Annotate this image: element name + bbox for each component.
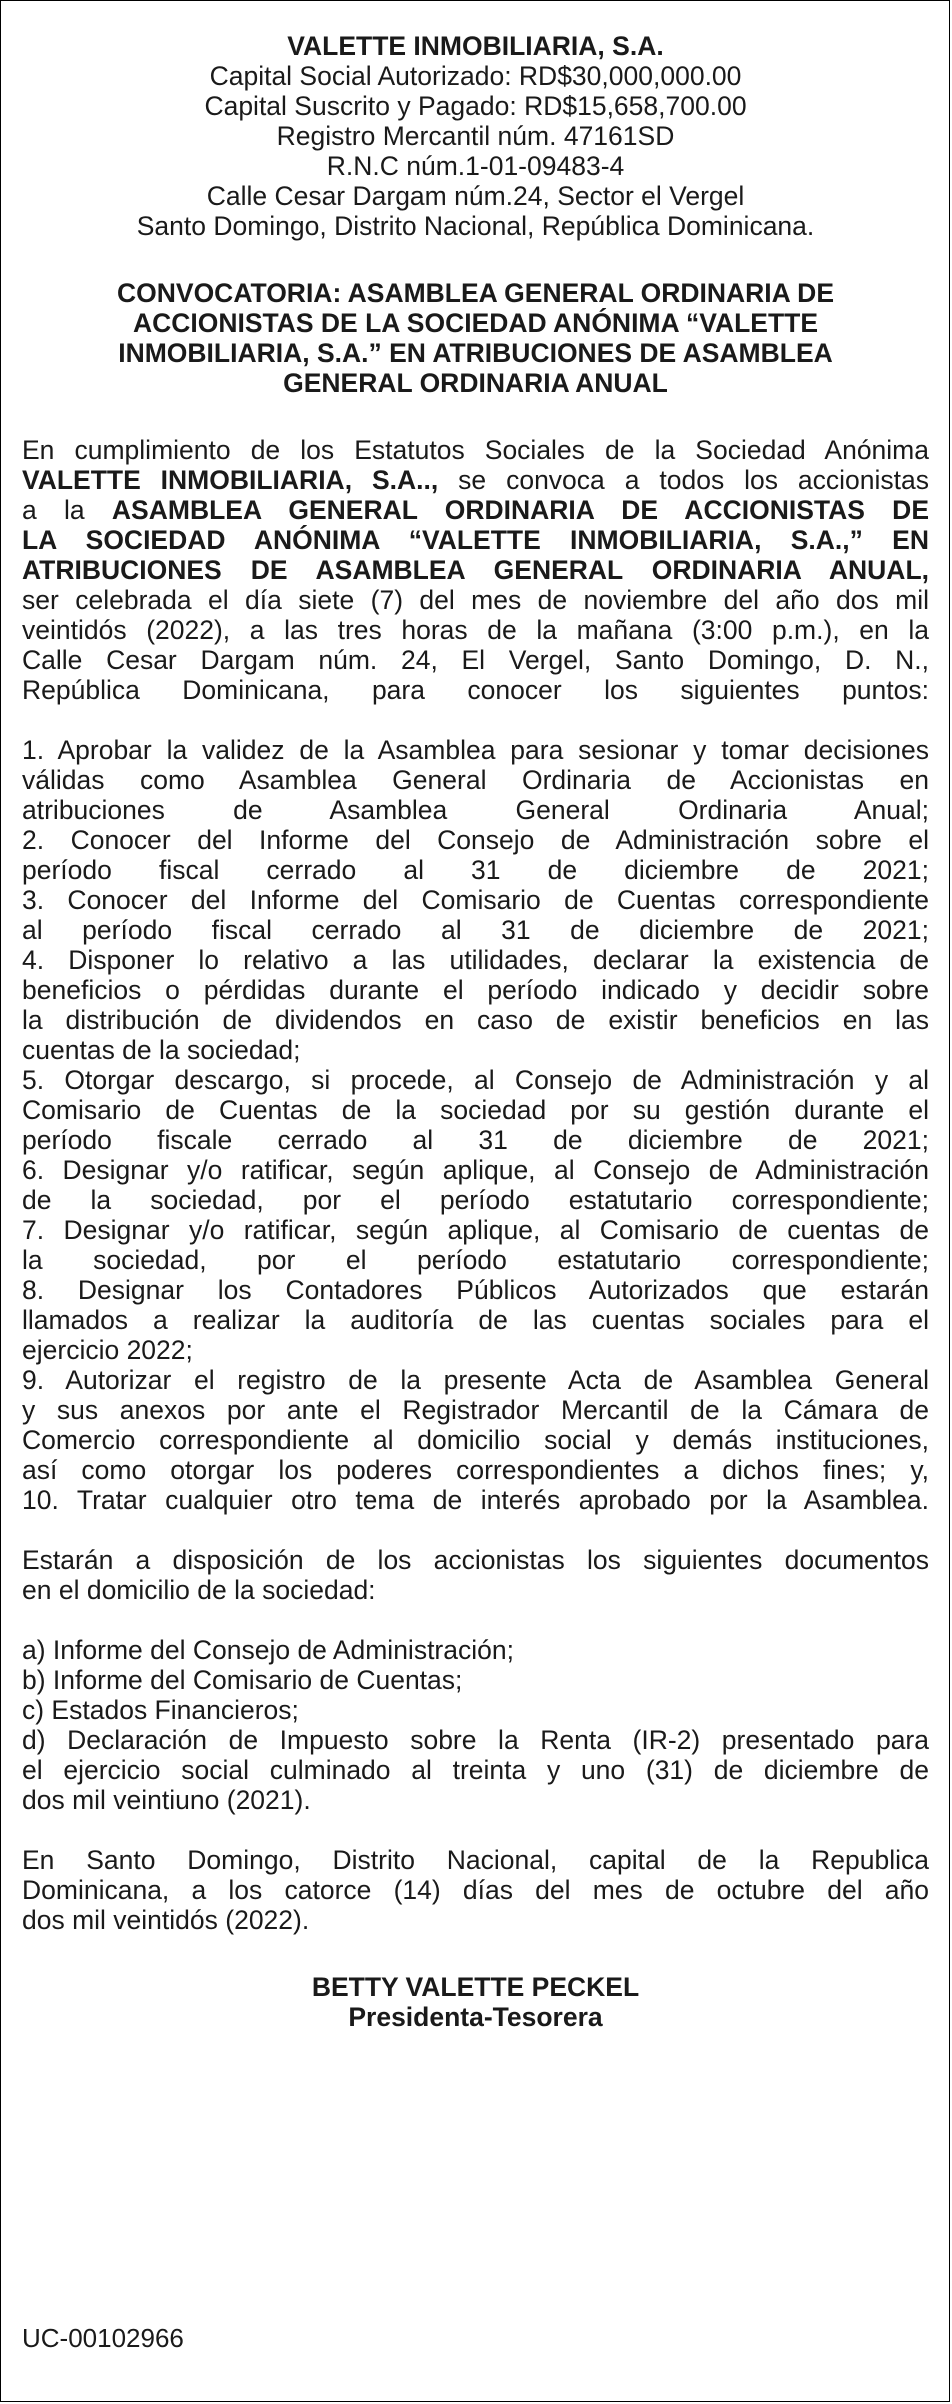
- agenda-line: 4. Disponer lo relativo a las utilidades, declarar la existencia de: [22, 945, 929, 975]
- agenda-line: período fiscale cerrado al 31 de diciembre de 2021;: [22, 1125, 929, 1155]
- agenda-line: atribuciones de Asamblea General Ordinaria Anual;: [22, 795, 929, 825]
- title-line: CONVOCATORIA: ASAMBLEA GENERAL ORDINARIA DE: [117, 278, 834, 308]
- agenda-line: cuentas de la sociedad;: [22, 1035, 301, 1065]
- agenda-line: 10. Tratar cualquier otro tema de interés aprobado por la Asamblea.: [22, 1485, 929, 1515]
- text-line: ATRIBUCIONES DE ASAMBLEA GENERAL ORDINARIA ANUAL,: [22, 555, 929, 585]
- agenda-line: período fiscal cerrado al 31 de diciembre de 2021;: [22, 855, 929, 885]
- closing-paragraph: [22, 1845, 929, 1935]
- title-line: INMOBILIARIA, S.A.” EN ATRIBUCIONES DE ASAMBLEA: [118, 338, 833, 368]
- agenda-line: 1. Aprobar la validez de la Asamblea para sesionar y tomar decisiones: [22, 735, 929, 765]
- header-line: Santo Domingo, Distrito Nacional, República Dominicana.: [136, 211, 815, 241]
- text-line: República Dominicana, para conocer los siguientes puntos:: [22, 675, 929, 705]
- signatory-name: BETTY VALETTE PECKEL: [311, 1972, 640, 2002]
- text-line: Estarán a disposición de los accionistas los siguientes documentos: [22, 1545, 929, 1575]
- title-line: GENERAL ORDINARIA ANUAL: [283, 368, 668, 398]
- company-name-bold: VALETTE INMOBILIARIA, S.A..,: [22, 465, 439, 495]
- agenda-line: llamados a realizar la auditoría de las cuentas sociales para el: [22, 1305, 929, 1335]
- agenda-line: de la sociedad, por el período estatutario correspondiente;: [22, 1185, 929, 1215]
- signature-block: [22, 1972, 929, 2032]
- text-line: en el domicilio de la sociedad:: [22, 1575, 376, 1605]
- documents-intro: [22, 1545, 929, 1605]
- agenda-line: 5. Otorgar descargo, si procede, al Consejo de Administración y al: [22, 1065, 929, 1095]
- company-header: [22, 31, 929, 241]
- agenda-line: Comisario de Cuentas de la sociedad por su gestión durante el: [22, 1095, 929, 1125]
- agenda-line: y sus anexos por ante el Registrador Mercantil de la Cámara de: [22, 1395, 929, 1425]
- agenda-line: Comercio correspondiente al domicilio social y demás instituciones,: [22, 1425, 929, 1455]
- agenda-line: la distribución de dividendos en caso de existir beneficios en las: [22, 1005, 929, 1035]
- signatory-role: Presidenta-Tesorera: [348, 2002, 603, 2032]
- agenda-line: la sociedad, por el período estatutario correspondiente;: [22, 1245, 929, 1275]
- text-line: Dominicana, a los catorce (14) días del mes de octubre del año: [22, 1875, 929, 1905]
- text-line: VALETTE INMOBILIARIA, S.A.., se convoca a todos los accionistas: [22, 465, 929, 495]
- text-line: En cumplimiento de los Estatutos Sociales de la Sociedad Anónima: [22, 435, 929, 465]
- company-name: VALETTE INMOBILIARIA, S.A.: [287, 31, 664, 61]
- agenda-line: válidas como Asamblea General Ordinaria de Accionistas en: [22, 765, 929, 795]
- agenda-line: 8. Designar los Contadores Públicos Autorizados que estarán: [22, 1275, 929, 1305]
- document-item: a) Informe del Consejo de Administración;: [22, 1635, 514, 1665]
- document-item: c) Estados Financieros;: [22, 1695, 299, 1725]
- header-line: Registro Mercantil núm. 47161SD: [276, 121, 675, 151]
- header-line: Capital Social Autorizado: RD$30,000,000.00: [209, 61, 742, 91]
- documents-list: [22, 1635, 929, 1815]
- agenda-points: [22, 735, 929, 1515]
- text-line: LA SOCIEDAD ANÓNIMA “VALETTE INMOBILIARIA, S.A.,” EN: [22, 525, 929, 555]
- header-line: Calle Cesar Dargam núm.24, Sector el Vergel: [206, 181, 745, 211]
- document-item: b) Informe del Comisario de Cuentas;: [22, 1665, 463, 1695]
- intro-paragraph: [22, 435, 929, 705]
- text-line: En Santo Domingo, Distrito Nacional, capital de la Republica: [22, 1845, 929, 1875]
- text-line: veintidós (2022), a las tres horas de la mañana (3:00 p.m.), en la: [22, 615, 929, 645]
- agenda-line: 6. Designar y/o ratificar, según aplique, al Consejo de Administración: [22, 1155, 929, 1185]
- title-line: ACCIONISTAS DE LA SOCIEDAD ANÓNIMA “VALETTE: [132, 308, 819, 338]
- document-item: dos mil veintiuno (2021).: [22, 1785, 311, 1815]
- agenda-line: 3. Conocer del Informe del Comisario de Cuentas correspondiente: [22, 885, 929, 915]
- header-line: Capital Suscrito y Pagado: RD$15,658,700.00: [204, 91, 747, 121]
- document-item: el ejercicio social culminado al treinta y uno (31) de diciembre de: [22, 1755, 929, 1785]
- agenda-line: así como otorgar los poderes correspondientes a dichos fines; y,: [22, 1455, 929, 1485]
- header-line: R.N.C núm.1-01-09483-4: [326, 151, 625, 181]
- agenda-line: 2. Conocer del Informe del Consejo de Administración sobre el: [22, 825, 929, 855]
- text-line: dos mil veintidós (2022).: [22, 1905, 310, 1935]
- agenda-line: 7. Designar y/o ratificar, según aplique, al Comisario de cuentas de: [22, 1215, 929, 1245]
- agenda-line: 9. Autorizar el registro de la presente Acta de Asamblea General: [22, 1365, 929, 1395]
- agenda-line: beneficios o pérdidas durante el período indicado y decidir sobre: [22, 975, 929, 1005]
- text-line: Calle Cesar Dargam núm. 24, El Vergel, Santo Domingo, D. N.,: [22, 645, 929, 675]
- text-line: a la ASAMBLEA GENERAL ORDINARIA DE ACCIONISTAS DE: [22, 495, 929, 525]
- text-line: ser celebrada el día siete (7) del mes de noviembre del año dos mil: [22, 585, 929, 615]
- document-item: d) Declaración de Impuesto sobre la Renta (IR-2) presentado para: [22, 1725, 929, 1755]
- agenda-line: ejercicio 2022;: [22, 1335, 193, 1365]
- reference-code: UC-00102966: [22, 2323, 184, 2353]
- agenda-line: al período fiscal cerrado al 31 de diciembre de 2021;: [22, 915, 929, 945]
- notice-title: [22, 278, 929, 398]
